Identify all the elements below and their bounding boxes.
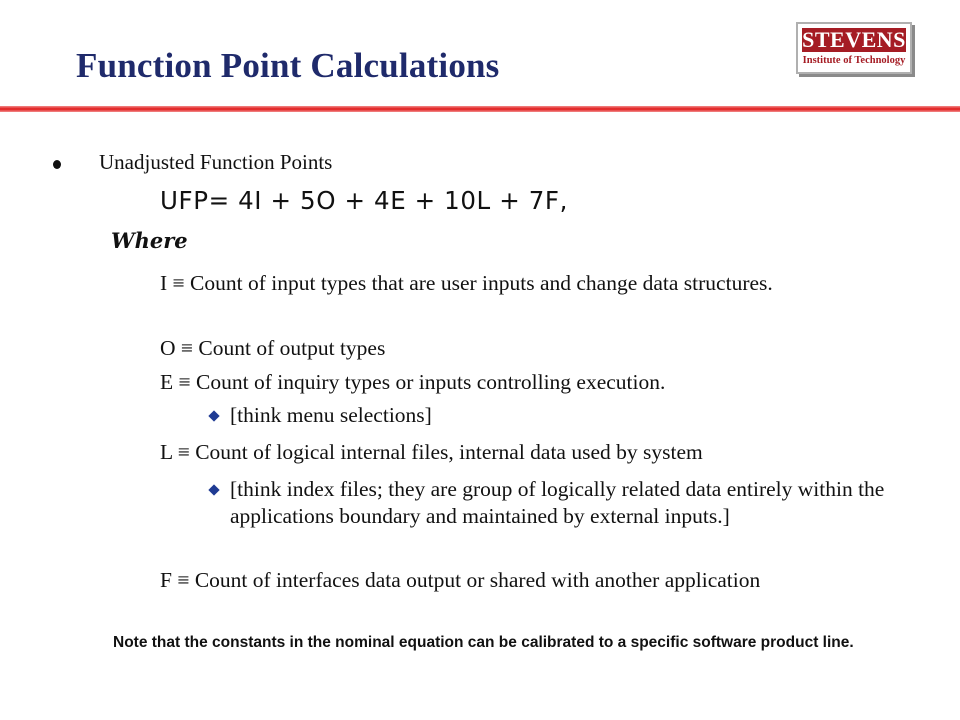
definition-i: I ≡ Count of input types that are user inputs and change data structures. bbox=[160, 271, 773, 295]
slide-title: Function Point Calculations bbox=[76, 46, 500, 85]
definition-o: O ≡ Count of output types bbox=[160, 336, 386, 360]
definition-f: F ≡ Count of interfaces data output or shared with another application bbox=[160, 568, 761, 592]
definition-e-sub: [think menu selections] bbox=[230, 403, 432, 427]
stevens-logo bbox=[796, 22, 912, 74]
title-divider bbox=[0, 106, 960, 112]
definition-l-sub: [think index files; they are group of logically related data entirely within the applications boundary and maintained by external inputs.] bbox=[230, 477, 885, 528]
definition-e: E ≡ Count of inquiry types or inputs controlling execution. bbox=[160, 370, 666, 394]
bullet-heading: Unadjusted Function Points bbox=[99, 150, 333, 174]
ufp-formula: UFP= 4I + 5O + 4E + 10L + 7F, bbox=[160, 186, 568, 215]
logo-sub-text: Institute of Technology bbox=[802, 55, 906, 66]
diamond-bullet-icon bbox=[208, 484, 219, 495]
where-label: Where bbox=[111, 228, 188, 253]
calibration-note: Note that the constants in the nominal equation can be calibrated to a specific software product line. bbox=[113, 634, 854, 651]
logo-main-text: STEVENS bbox=[802, 27, 906, 52]
definition-l: L ≡ Count of logical internal files, internal data used by system bbox=[160, 440, 703, 464]
diamond-bullet-icon bbox=[208, 410, 219, 421]
bullet-dot-icon bbox=[53, 160, 61, 169]
